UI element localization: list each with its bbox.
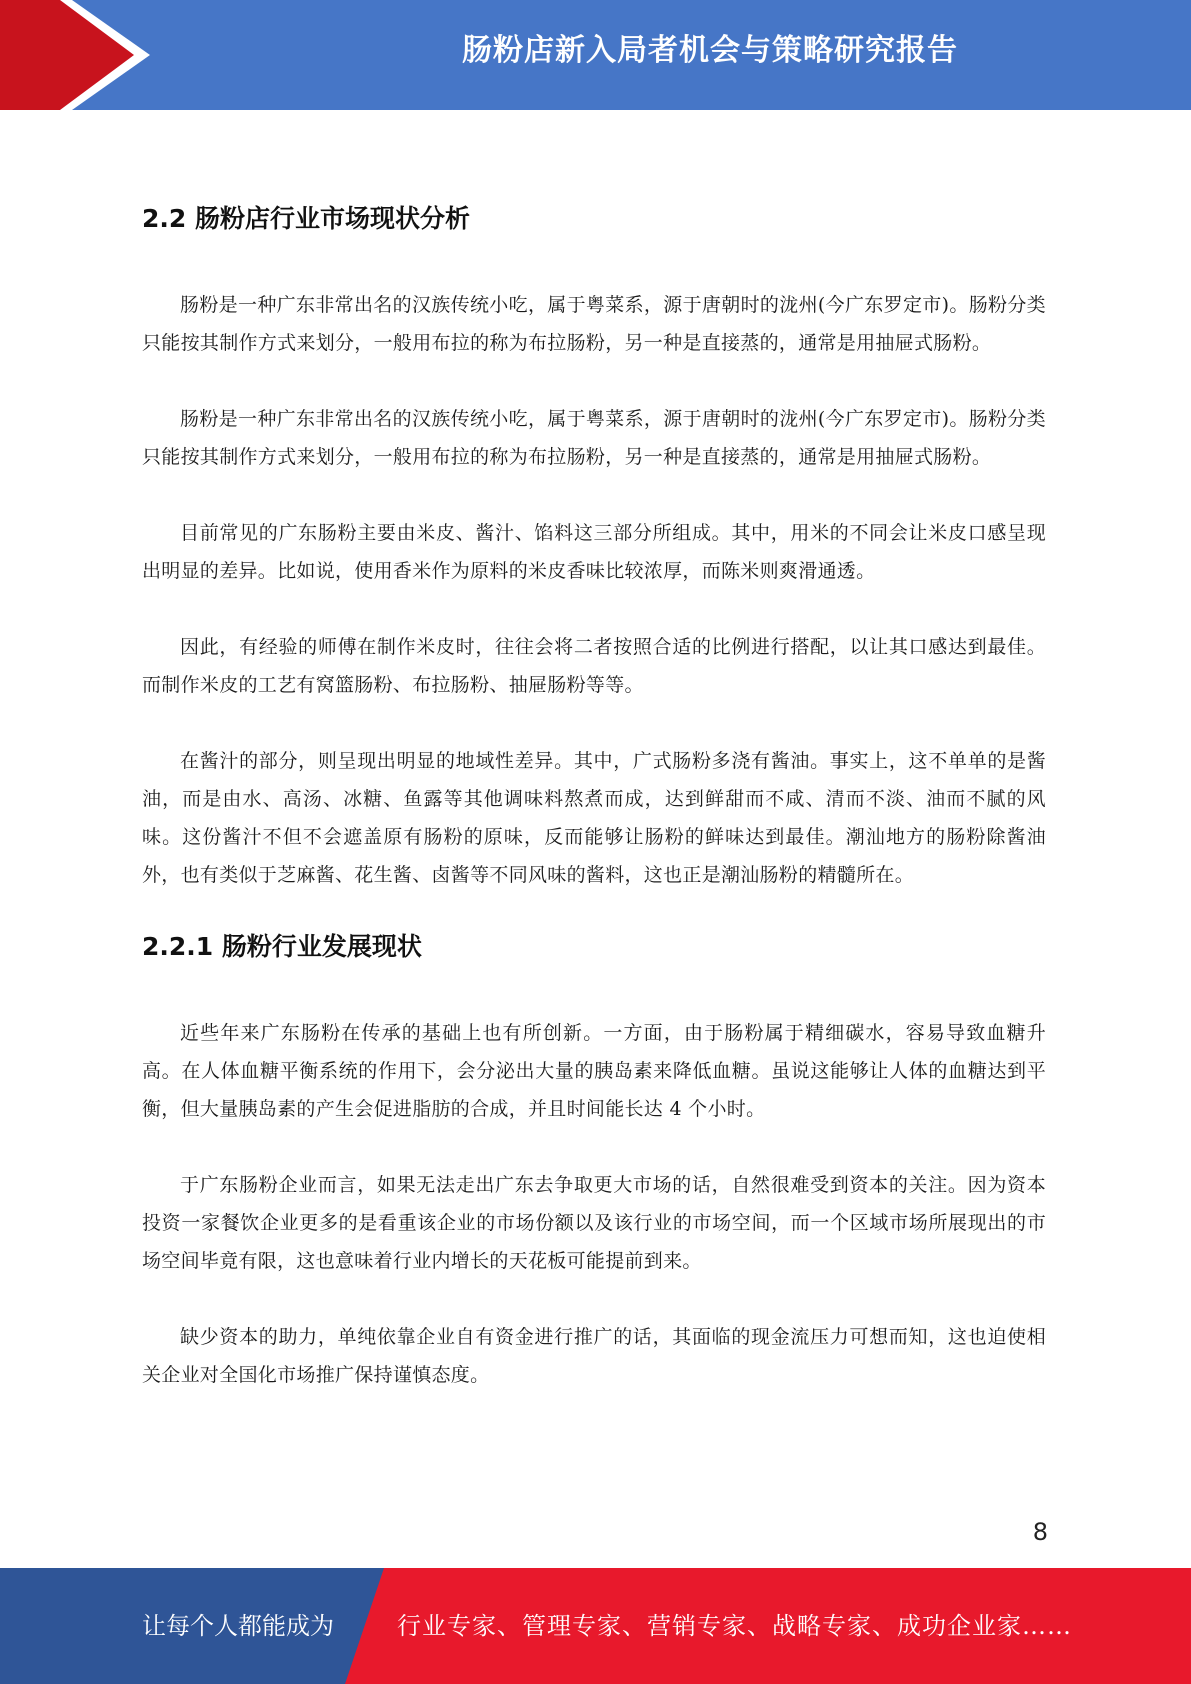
header-band bbox=[0, 0, 1191, 110]
paragraph: 于广东肠粉企业而言，如果无法走出广东去争取更大市场的话，自然很难受到资本的关注。因为资本投资一家餐饮企业更多的是看重该企业的市场份额以及该行业的市场空间，而一个区域市场所展现出的市场空间毕竟有限，这也意味着行业内增长的天花板可能提前到来。 bbox=[142, 1174, 1046, 1272]
page-number: 8 bbox=[1032, 1518, 1048, 1546]
paragraph: 因此，有经验的师傅在制作米皮时，往往会将二者按照合适的比例进行搭配，以让其口感达到最佳。而制作米皮的工艺有窝篮肠粉、布拉肠粉、抽屉肠粉等等。 bbox=[142, 636, 1046, 696]
report-title: 肠粉店新入局者机会与策略研究报告 bbox=[462, 33, 958, 68]
section-heading: 2.2 肠粉店行业市场现状分析 bbox=[142, 204, 470, 233]
paragraph: 肠粉是一种广东非常出名的汉族传统小吃，属于粤菜系，源于唐朝时的泷州(今广东罗定市)。肠粉分类只能按其制作方式来划分，一般用布拉的称为布拉肠粉，另一种是直接蒸的，通常是用抽屉式肠粉。 bbox=[142, 408, 1046, 468]
subsection-heading: 2.2.1 肠粉行业发展现状 bbox=[142, 932, 422, 961]
paragraph: 缺少资本的助力，单纯依靠企业自有资金进行推广的话，其面临的现金流压力可想而知，这也迫使相关企业对全国化市场推广保持谨慎态度。 bbox=[142, 1326, 1046, 1386]
footer-band bbox=[0, 1568, 1191, 1684]
header-arrow-decoration bbox=[0, 0, 160, 110]
footer-slogan-right: 行业专家、管理专家、营销专家、战略专家、成功企业家…… bbox=[397, 1612, 1072, 1640]
paragraph: 在酱汁的部分，则呈现出明显的地域性差异。其中，广式肠粉多浇有酱油。事实上，这不单单的是酱油，而是由水、高汤、冰糖、鱼露等其他调味料熬煮而成，达到鲜甜而不咸、清而不淡、油而不腻的风味。这份酱汁不但不会遮盖原有肠粉的原味，反而能够让肠粉的鲜味达到最佳。潮汕地方的肠粉除酱油外，也有类似于芝麻酱、花生酱、卤酱等不同风味的酱料，这也正是潮汕肠粉的精髓所在。 bbox=[142, 750, 1046, 886]
paragraph: 近些年来广东肠粉在传承的基础上也有所创新。一方面，由于肠粉属于精细碳水，容易导致血糖升高。在人体血糖平衡系统的作用下，会分泌出大量的胰岛素来降低血糖。虽说这能够让人体的血糖达到平衡，但大量胰岛素的产生会促进脂肪的合成，并且时间能长达 4 个小时。 bbox=[142, 1022, 1046, 1120]
paragraph: 肠粉是一种广东非常出名的汉族传统小吃，属于粤菜系，源于唐朝时的泷州(今广东罗定市)。肠粉分类只能按其制作方式来划分，一般用布拉的称为布拉肠粉，另一种是直接蒸的，通常是用抽屉式肠粉。 bbox=[142, 294, 1046, 354]
paragraph: 目前常见的广东肠粉主要由米皮、酱汁、馅料这三部分所组成。其中，用米的不同会让米皮口感呈现出明显的差异。比如说，使用香米作为原料的米皮香味比较浓厚，而陈米则爽滑通透。 bbox=[142, 522, 1046, 582]
footer-slogan-left: 让每个人都能成为 bbox=[142, 1612, 334, 1640]
page-content bbox=[142, 200, 1046, 1394]
